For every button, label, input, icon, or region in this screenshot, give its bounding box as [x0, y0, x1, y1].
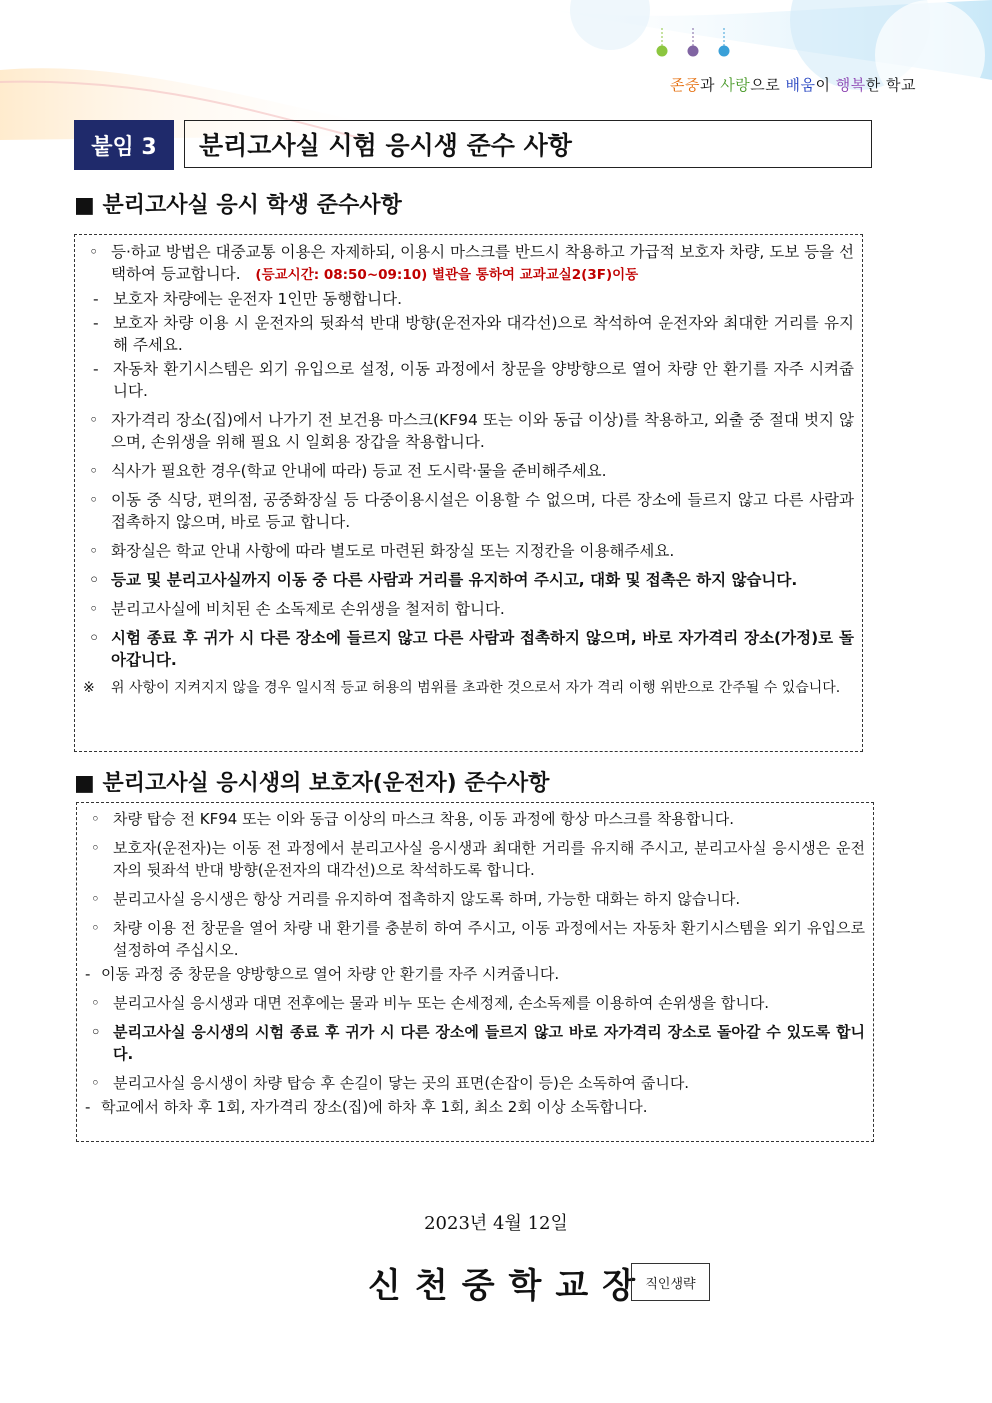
motto-part: 이 [815, 76, 836, 94]
list-item: ◦ 분리고사실 응시생의 시험 종료 후 귀가 시 다른 장소에 들르지 않고 바로 자가격리 장소로 돌아갈 수 있도록 합니다. [91, 1023, 865, 1063]
list-subitem: - 보호자 차량 이용 시 운전자의 뒷좌석 반대 방향(운전자와 대각선)으로 착석하여 운전자와 최대한 거리를 유지해 주세요. [93, 314, 854, 354]
attachment-badge: 붙임 3 [74, 120, 174, 170]
motto-part: 배움 [785, 76, 816, 94]
list-item: ◦ 분리고사실 응시생은 항상 거리를 유지하여 접촉하지 않도록 하며, 가능한 대화는 하지 않습니다. [91, 890, 741, 908]
school-motto [670, 74, 916, 95]
principal-name: 신천중학교장 [368, 1266, 650, 1306]
list-subitem: - 보호자 차량에는 운전자 1인만 동행합니다. [93, 290, 403, 308]
list-item: ◦ 자가격리 장소(집)에서 나가기 전 보건용 마스크(KF94 또는 이와 동급 이상)를 착용하고, 외출 중 절대 벗지 않으며, 손위생을 위해 필요 시 일회용 장갑을 착용합니다. [89, 411, 854, 451]
motto-part: 행복 [835, 76, 866, 94]
list-subitem: - 학교에서 하차 후 1회, 자가격리 장소(집)에 하차 후 1회, 최소 2회 이상 소독합니다. [85, 1098, 648, 1116]
motto-part: 으로 [750, 76, 786, 94]
section2-heading: ■ 분리고사실 응시생의 보호자(운전자) 준수사항 [74, 771, 550, 796]
purple-dot-icon [688, 46, 699, 57]
list-item: ◦ 식사가 필요한 경우(학교 안내에 따라) 등교 전 도시락·물을 준비해주세요. [89, 462, 607, 480]
list-item: ◦ 차량 이용 전 창문을 열어 차량 내 환기를 충분히 하여 주시고, 이동 과정에서는 자동차 환기시스템을 외기 유입으로 설정하여 주십시오. [91, 919, 865, 959]
motto-part: 사랑 [720, 76, 751, 94]
section1-box [74, 234, 863, 752]
list-item: ◦ 분리고사실 응시생과 대면 전후에는 물과 비누 또는 손세정제, 손소독제를 이용하여 손위생을 합니다. [91, 994, 770, 1012]
circle-bullet: ◦ [89, 243, 99, 261]
list-item: ◦ 화장실은 학교 안내 사항에 따라 별도로 마련된 화장실 또는 지정칸을 이용해주세요. [89, 542, 675, 560]
reference-mark: ※ [83, 680, 95, 696]
green-dot-icon [657, 46, 668, 57]
list-item: ◦ 등교 및 분리고사실까지 이동 중 다른 사람과 거리를 유지하여 주시고, 대화 및 접촉은 하지 않습니다. [89, 571, 798, 589]
arrival-time-note: (등교시간: 08:50~09:10) 별관을 통하여 교과교실2(3F)이동 [255, 267, 639, 283]
section2-box [76, 802, 874, 1142]
title-row [74, 120, 874, 170]
warning-note: ※ 위 사항이 지켜지지 않을 경우 일시적 등교 허용의 범위를 초과한 것으로서 자가 격리 이행 위반으로 간주될 수 있습니다. [83, 680, 841, 696]
list-subitem: - 자동차 환기시스템은 외기 유입으로 설정, 이동 과정에서 창문을 양방향으로 열어 차량 안 환기를 자주 시켜줍니다. [93, 360, 854, 400]
section1-heading: ■ 분리고사실 응시 학생 준수사항 [74, 193, 402, 218]
list-item: ◦ 등·하교 방법은 대중교통 이용은 자제하되, 이용시 마스크를 반드시 착용하고 가급적 보호자 차량, 도보 등을 선택하여 등교합니다. (등교시간: 08:50~09:10) 별관을 통하여 교과교실2(3F)이동 [89, 243, 854, 283]
list-item: ◦ 시험 종료 후 귀가 시 다른 장소에 들르지 않고 다른 사람과 접촉하지 않으며, 바로 자가격리 장소(가정)로 돌아갑니다. [89, 629, 854, 669]
list-subitem: - 이동 과정 중 창문을 양방향으로 열어 차량 안 환기를 자주 시켜줍니다. [85, 965, 560, 983]
seal-omitted-stamp: 직인생략 [631, 1263, 710, 1301]
motto-part: 존중 [670, 76, 701, 94]
blue-dot-icon [719, 46, 730, 57]
document-date: 2023년 4월 12일 [424, 1213, 568, 1234]
list-item: ◦ 보호자(운전자)는 이동 전 과정에서 분리고사실 응시생과 최대한 거리를 유지해 주시고, 분리고사실 응시생은 운전자의 뒷좌석 반대 방향(운전자의 대각선)으로 착석하도록 합니다. [91, 839, 865, 879]
list-item: ◦ 이동 중 식당, 편의점, 공중화장실 등 다중이용시설은 이용할 수 없으며, 다른 장소에 들르지 않고 다른 사람과 접촉하지 않으며, 바로 등교 합니다. [89, 491, 854, 531]
page-title: 분리고사실 시험 응시생 준수 사항 [184, 120, 872, 168]
header-decoration [0, 0, 992, 140]
motto-part: 한 학교 [865, 76, 916, 94]
motto-part: 과 [700, 76, 721, 94]
list-item: ◦ 분리고사실 응시생이 차량 탑승 후 손길이 닿는 곳의 표면(손잡이 등)은 소독하여 줍니다. [91, 1074, 690, 1092]
list-item: ◦ 분리고사실에 비치된 손 소독제로 손위생을 철저히 합니다. [89, 600, 505, 618]
list-item: ◦ 차량 탑승 전 KF94 또는 이와 동급 이상의 마스크 착용, 이동 과정에 항상 마스크를 착용합니다. [91, 810, 734, 828]
